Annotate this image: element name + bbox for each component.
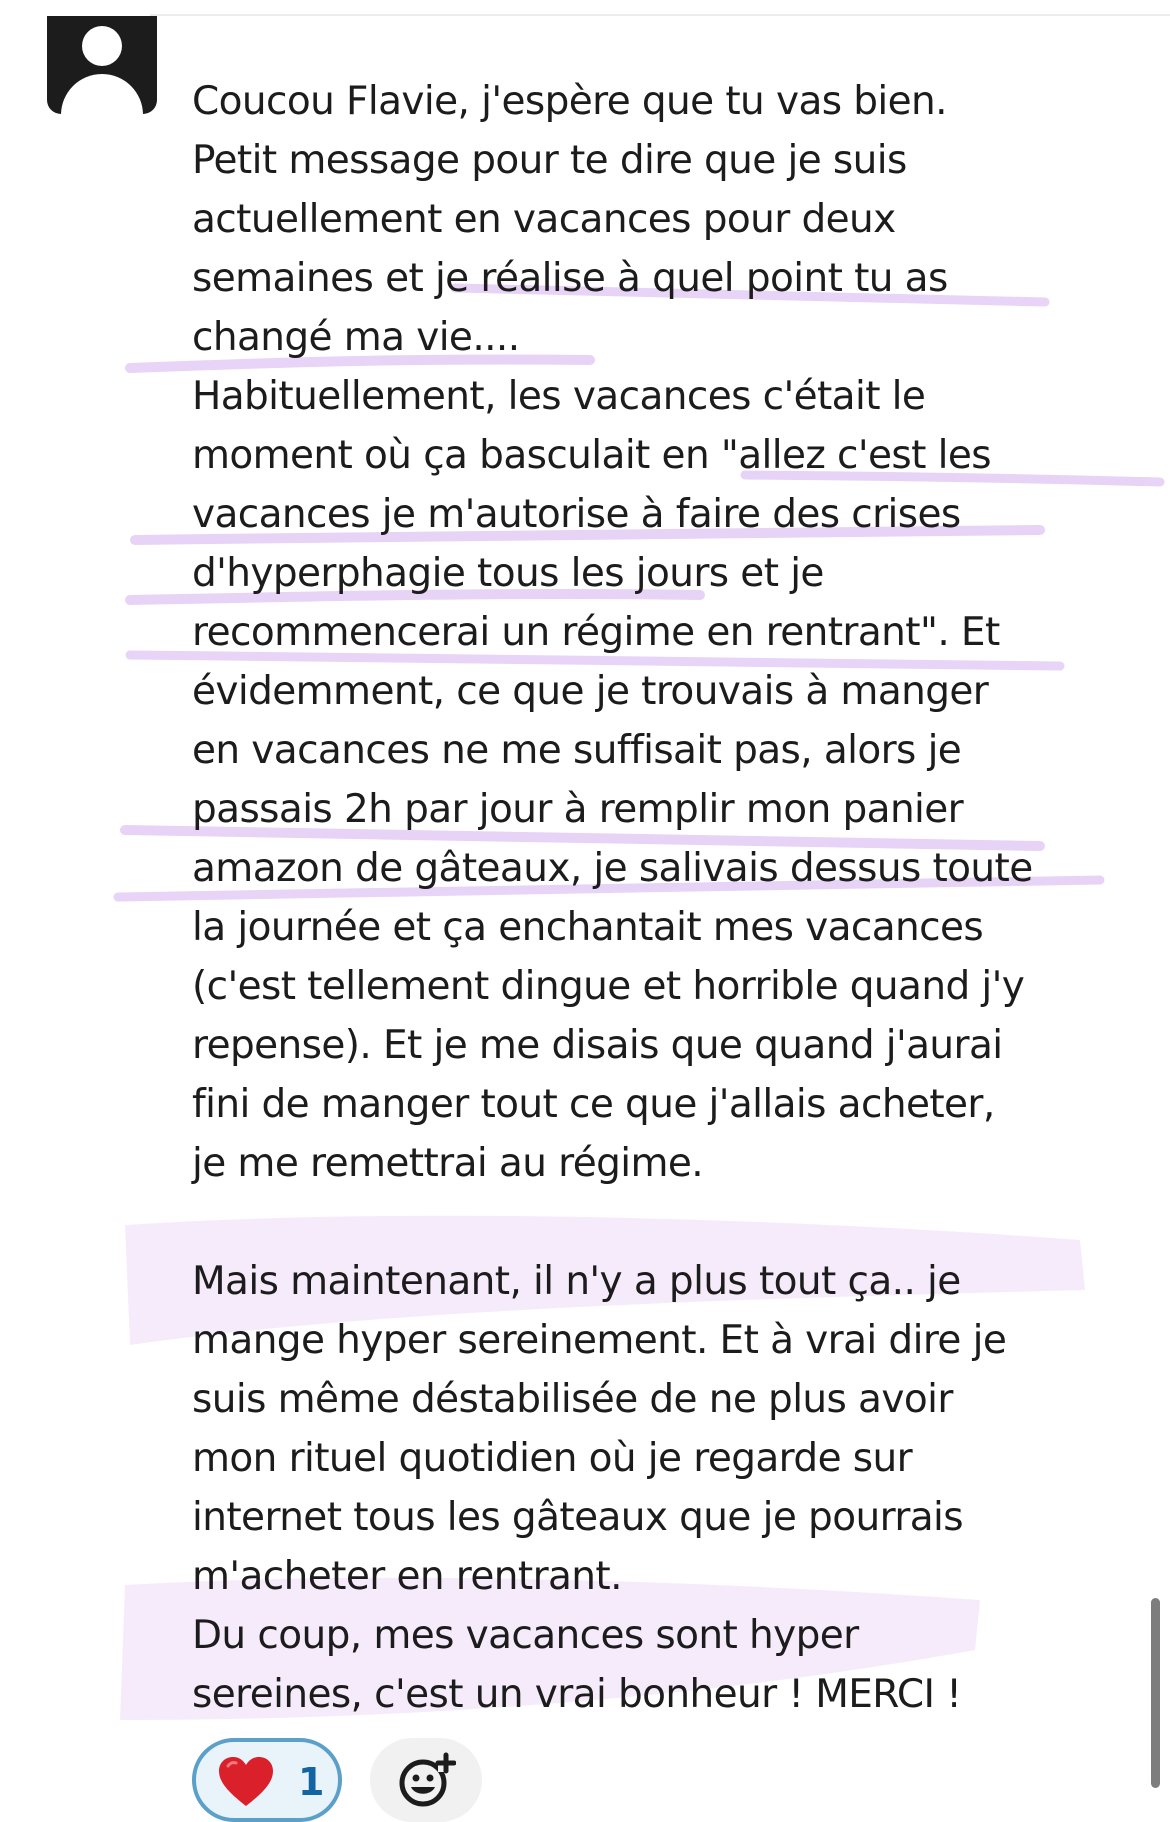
message-line: en vacances ne me suffisait pas, alors je <box>192 728 962 773</box>
message-line: m'acheter en rentrant. <box>192 1554 622 1599</box>
avatar-placeholder-icon <box>82 26 122 66</box>
add-emoji-icon <box>398 1752 456 1810</box>
message-line: sereines, c'est un vrai bonheur ! MERCI ! <box>192 1672 962 1717</box>
message-line: changé ma vie.... <box>192 315 520 360</box>
message-line: vacances je m'autorise à faire des crises <box>192 492 961 537</box>
message-meta-redacted <box>192 18 452 58</box>
heart-reaction-button[interactable] <box>192 1738 342 1822</box>
top-divider <box>150 14 1170 16</box>
message-line: Coucou Flavie, j'espère que tu vas bien. <box>192 79 947 124</box>
message-line: évidemment, ce que je trouvais à manger <box>192 669 989 714</box>
message-line: fini de manger tout ce que j'allais acheter, <box>192 1082 995 1127</box>
red-heart-icon <box>216 1754 276 1810</box>
message-line: semaines et je réalise à quel point tu as <box>192 256 948 301</box>
message-line: amazon de gâteaux, je salivais dessus toute <box>192 846 1033 891</box>
message-line: actuellement en vacances pour deux <box>192 197 896 242</box>
message-line: passais 2h par jour à remplir mon panier <box>192 787 964 832</box>
add-reaction-button[interactable] <box>370 1738 482 1822</box>
message-line: Du coup, mes vacances sont hyper <box>192 1613 859 1658</box>
message-line: recommencerai un régime en rentrant". Et <box>192 610 1000 655</box>
message-line: mange hyper sereinement. Et à vrai dire je <box>192 1318 1007 1363</box>
message-line: Petit message pour te dire que je suis <box>192 138 907 183</box>
message-line: d'hyperphagie tous les jours et je <box>192 551 824 596</box>
message-line: la journée et ça enchantait mes vacances <box>192 905 984 950</box>
paragraph-gap <box>192 1193 1132 1252</box>
reaction-count: 1 <box>298 1760 325 1804</box>
message-line: Mais maintenant, il n'y a plus tout ça.. je <box>192 1259 961 1304</box>
message-body <box>192 72 1132 1724</box>
message-line: suis même déstabilisée de ne plus avoir <box>192 1377 953 1422</box>
message-line: (c'est tellement dingue et horrible quand j'y <box>192 964 1025 1009</box>
avatar[interactable] <box>47 16 157 114</box>
message-line: moment où ça basculait en "allez c'est les <box>192 433 991 478</box>
message-line: Habituellement, les vacances c'était le <box>192 374 926 419</box>
scrollbar-thumb[interactable] <box>1151 1598 1160 1788</box>
message-line: internet tous les gâteaux que je pourrais <box>192 1495 964 1540</box>
message-line: mon rituel quotidien où je regarde sur <box>192 1436 913 1481</box>
message-line: repense). Et je me disais que quand j'aurai <box>192 1023 1003 1068</box>
message-line: je me remettrai au régime. <box>192 1141 704 1186</box>
